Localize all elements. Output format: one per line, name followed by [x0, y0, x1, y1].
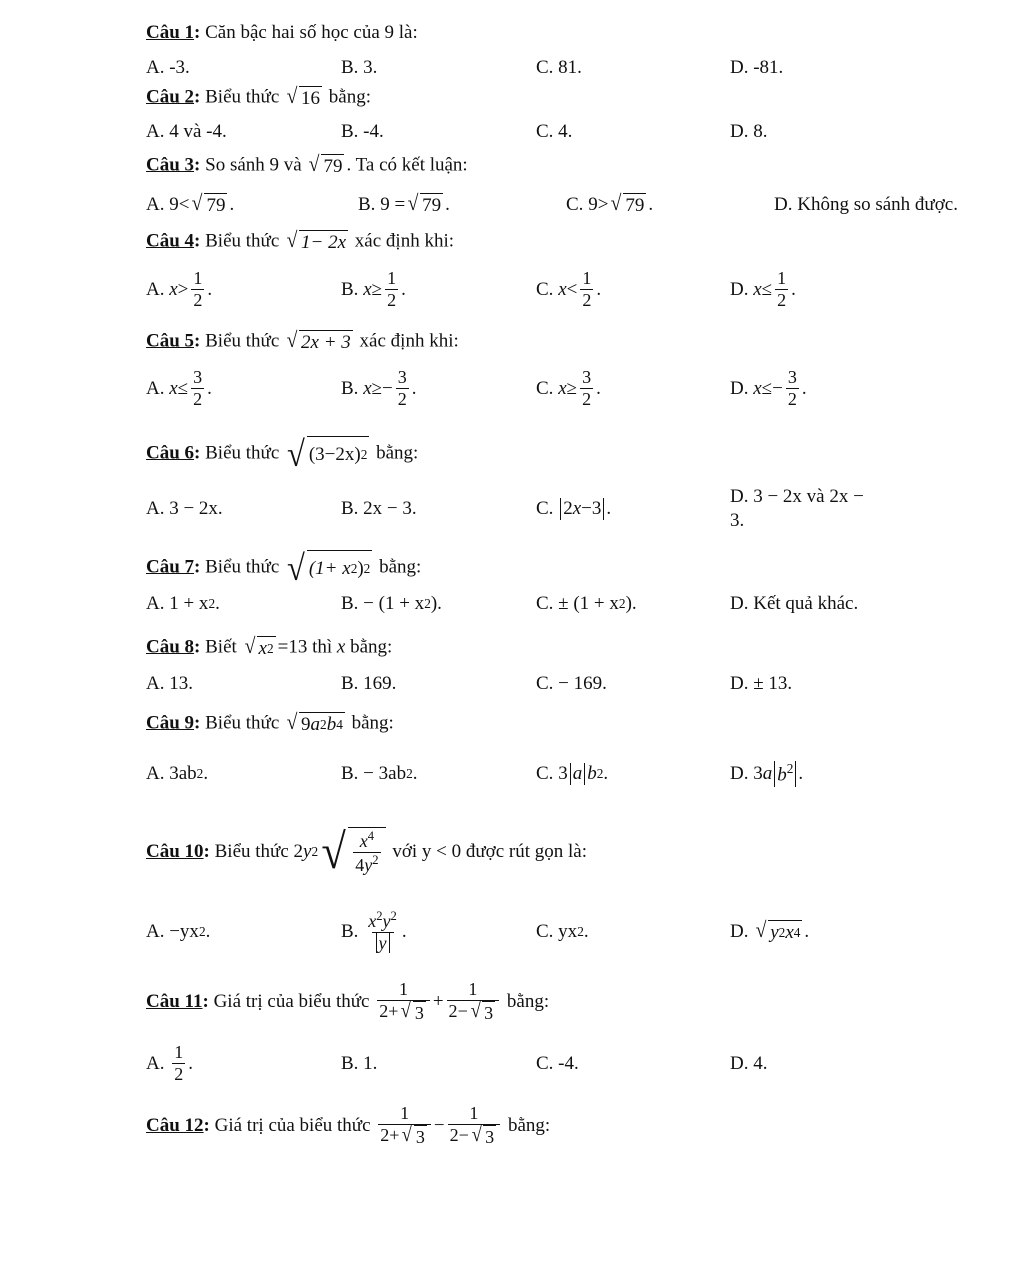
option-d[interactable]: D. x ≤ $\frac{1}{2}$ . — [730, 268, 796, 311]
question-text: Biểu thức — [205, 330, 280, 352]
sqrt-expression: √ 9 a 2 b 4 — [286, 710, 343, 735]
question-5: Câu 5: Biểu thức √ 2x + 3 xác định khi: — [146, 328, 459, 353]
option-a[interactable]: A. 4 và -4. — [146, 121, 227, 142]
options-7 — [146, 584, 1016, 624]
question-text-end: xác định khi: — [354, 230, 454, 252]
option-d[interactable]: D. Không so sánh được. — [774, 194, 958, 215]
expression: 1 2+ √ 3 − 1 2− √ 3 — [375, 1104, 503, 1148]
option-b[interactable]: B. x ≥ $\frac{1}{2}$ . — [341, 268, 406, 311]
question-text-end: bằng: — [351, 712, 394, 734]
question-text: Biểu thức — [205, 86, 280, 108]
sqrt-expression: √ 2x + 3 — [286, 328, 351, 353]
question-7: Câu 7: Biểu thức √ (1+ x 2 ) 2 bằng: — [146, 548, 422, 588]
question-4: Câu 4: Biểu thức √ 1− 2x xác định khi: — [146, 228, 454, 253]
question-11: Câu 11 : Giá trị của biểu thức 1 2+ √ 3 + 1 2− √ 3 bằng: — [146, 978, 550, 1024]
options-4 — [146, 266, 1016, 314]
options-5 — [146, 364, 1016, 414]
question-text-end: bằng: — [328, 86, 371, 108]
expression: 2 y 2 √ $\frac{x^4}{4y^2}$ — [294, 827, 388, 876]
question-label: Câu 12 — [146, 1115, 204, 1136]
option-b[interactable]: B. 9 = √ 79 . — [358, 191, 450, 216]
question-12: Câu 12 : Giá trị của biểu thức 1 2+ √ 3 − 1 2− √ 3 bằng: — [146, 1102, 551, 1148]
question-text: Biểu thức — [214, 841, 289, 862]
question-label: Câu 9 — [146, 712, 195, 734]
question-text: Biết — [205, 636, 237, 658]
option-c[interactable]: C. -4. — [536, 1053, 579, 1074]
question-text: Biểu thức — [205, 712, 280, 734]
question-text-end: bằng: — [507, 1115, 551, 1136]
option-a[interactable]: A. -3. — [146, 57, 190, 78]
option-c[interactable]: C. yx 2 . — [536, 921, 589, 942]
option-a[interactable]: A. −yx 2 . — [146, 921, 211, 942]
option-d[interactable]: D. 3 − 2x và 2x − 3. — [730, 486, 864, 531]
option-c[interactable]: C. 9> √ 79 . — [566, 191, 654, 216]
question-text: Giá trị của biểu thức — [213, 991, 370, 1012]
question-2: Câu 2: Biểu thức √ 16 bằng: — [146, 84, 371, 109]
option-b[interactable]: B. 1. — [341, 1053, 378, 1074]
question-label: Câu 5 — [146, 330, 195, 352]
sqrt-expression: √ 79 — [309, 152, 343, 177]
option-a[interactable]: A. x > $\frac{1}{2}$ . — [146, 268, 213, 311]
option-b[interactable]: B. − 3ab 2 . — [341, 763, 418, 784]
option-a[interactable]: A. 3ab 2 . — [146, 763, 209, 784]
question-8: Câu 8: Biết √ x 2 =13 thì x bằng: — [146, 634, 393, 659]
option-c[interactable]: C. − 169. — [536, 673, 607, 694]
question-6: Câu 6: Biểu thức √ (3−2x) 2 bằng: — [146, 434, 419, 474]
sqrt-expression: √ (3−2x) 2 — [287, 434, 368, 474]
option-d[interactable]: D. Kết quả khác. — [730, 593, 859, 614]
option-d[interactable]: D. 8. — [730, 121, 768, 142]
question-text-end: bằng: — [376, 442, 419, 464]
options-9 — [146, 752, 1016, 796]
question-1: Câu 1: Căn bậc hai số học của 9 là: — [146, 22, 418, 43]
options-8 — [146, 664, 1016, 704]
question-text: So sánh 9 và — [205, 154, 302, 176]
question-text-end: . Ta có kết luận: — [346, 154, 468, 176]
option-c[interactable]: C. 3 a b 2 . — [536, 763, 609, 784]
question-label: Câu 6 — [146, 442, 195, 464]
question-text: Căn bậc hai số học của 9 là: — [205, 22, 418, 43]
option-b[interactable]: B. 3. — [341, 57, 378, 78]
option-d[interactable]: D. ± 13. — [730, 673, 793, 694]
option-b[interactable]: B. -4. — [341, 121, 384, 142]
question-text: Biểu thức — [205, 230, 280, 252]
option-a[interactable]: A. 13. — [146, 673, 193, 694]
question-label: Câu 7 — [146, 556, 195, 578]
sqrt-expression: √ x 2 — [244, 634, 274, 659]
options-3 — [146, 185, 1016, 225]
question-10: Câu 10 : Biểu thức 2 y 2 √ $\frac{x^4}{4y^2}$ với y < 0 được rút gọn là: — [146, 824, 587, 880]
option-c[interactable]: C. 2x−3 . — [536, 498, 612, 519]
option-a[interactable]: A. 3 − 2x. — [146, 498, 223, 519]
question-label: Câu 10 — [146, 841, 204, 862]
options-1 — [146, 48, 1016, 88]
option-b[interactable]: B. $\frac{x^2y^2}{y}$ . — [341, 909, 407, 954]
option-a[interactable]: A. $\frac{1}{2}$ . — [146, 1042, 193, 1085]
options-2 — [146, 112, 1016, 152]
option-d[interactable]: D. √ y 2 x 4 . — [730, 918, 810, 943]
option-d[interactable]: D. x ≤− $\frac{3}{2}$ . — [730, 367, 807, 410]
question-label: Câu 1 — [146, 22, 195, 43]
question-text-end: xác định khi: — [359, 330, 459, 352]
question-label: Câu 3 — [146, 154, 195, 176]
option-b[interactable]: B. x ≥− $\frac{3}{2}$ . — [341, 367, 417, 410]
option-c[interactable]: C. ± (1 + x 2 ). — [536, 593, 637, 614]
question-3: Câu 3: So sánh 9 và √ 79 . Ta có kết luận: — [146, 152, 468, 177]
question-label: Câu 4 — [146, 230, 195, 252]
option-a[interactable]: A. 1 + x 2 . — [146, 593, 220, 614]
question-text-end: bằng: — [379, 556, 422, 578]
option-b[interactable]: B. 169. — [341, 673, 397, 694]
question-label: Câu 11 — [146, 991, 203, 1012]
question-label: Câu 8 — [146, 636, 195, 658]
options-10 — [146, 904, 1016, 960]
sqrt-expression: √ 16 — [286, 84, 321, 109]
option-d[interactable]: D. 4. — [730, 1053, 768, 1074]
options-6 — [146, 488, 1016, 530]
option-c[interactable]: C. x ≥ $\frac{3}{2}$ . — [536, 367, 601, 410]
question-9: Câu 9: Biểu thức √ 9 a 2 b 4 bằng: — [146, 710, 394, 735]
question-label: Câu 2 — [146, 86, 195, 108]
question-text: Biểu thức — [205, 442, 280, 464]
sqrt-expression: √ (1+ x 2 ) 2 — [287, 548, 371, 588]
question-text-end: bằng: — [506, 991, 550, 1012]
option-c[interactable]: C. x < $\frac{1}{2}$ . — [536, 268, 602, 311]
question-text-end: với y < 0 được rút gọn là: — [392, 841, 587, 862]
option-a[interactable]: A. 9< √ 79 . — [146, 191, 235, 216]
question-text: Biểu thức — [205, 556, 280, 578]
question-text-end: bằng: — [350, 636, 393, 658]
option-b[interactable]: B. 2x − 3. — [341, 498, 417, 519]
option-c[interactable]: C. 4. — [536, 121, 573, 142]
sqrt-expression: √ 1− 2x — [286, 228, 347, 253]
option-d[interactable]: D. 3 a $b^2$ . — [730, 761, 804, 786]
option-b[interactable]: B. − (1 + x 2 ). — [341, 593, 442, 614]
option-d[interactable]: D. -81. — [730, 57, 784, 78]
options-11 — [146, 1040, 1016, 1088]
question-text: Giá trị của biểu thức — [214, 1115, 371, 1136]
option-c[interactable]: C. 81. — [536, 57, 582, 78]
option-a[interactable]: A. x ≤ $\frac{3}{2}$ . — [146, 367, 212, 410]
expression: 1 2+ √ 3 + 1 2− √ 3 — [374, 980, 502, 1024]
